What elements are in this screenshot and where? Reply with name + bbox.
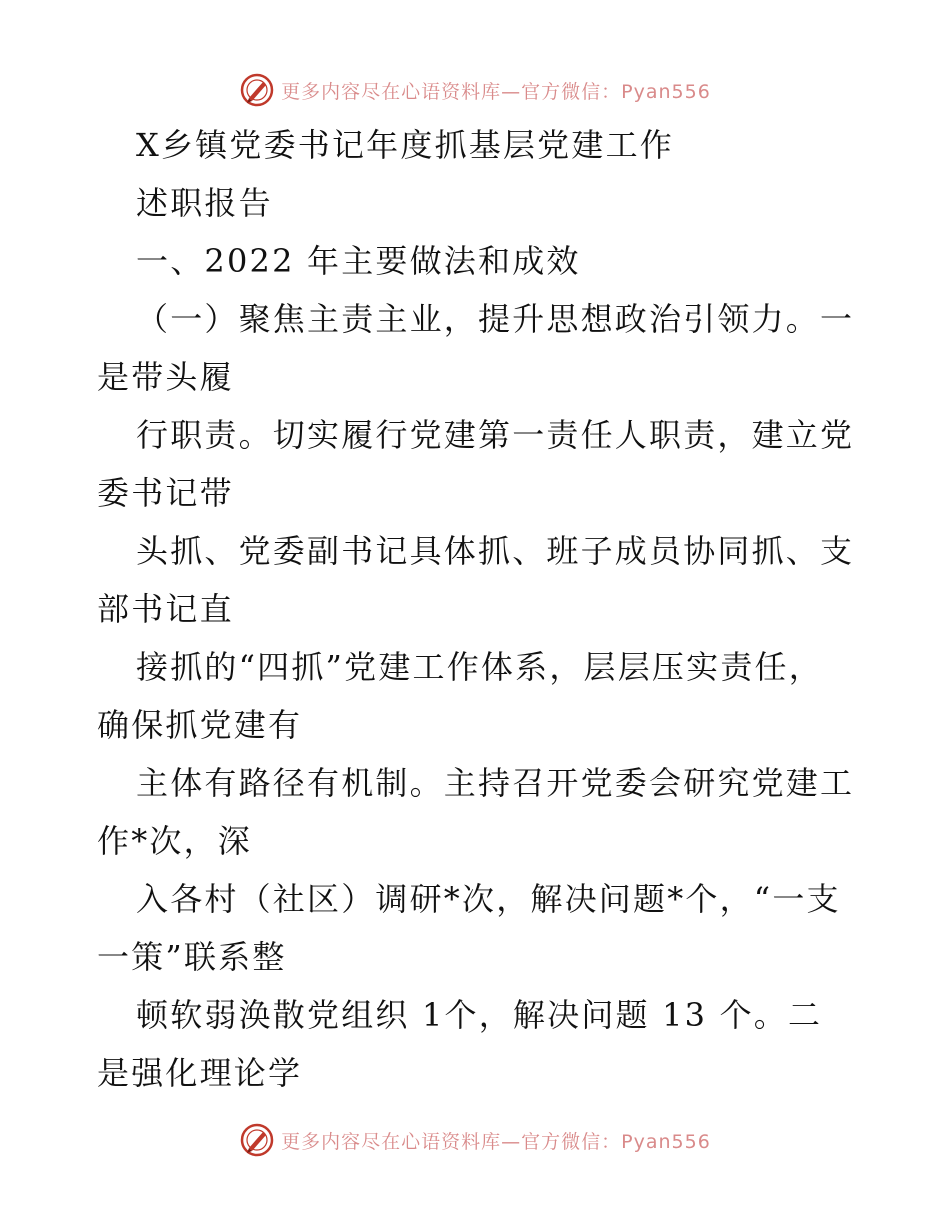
section-heading: 一、2022 年主要做法和成效 <box>136 242 581 280</box>
pen-logo-icon <box>239 1122 275 1158</box>
paragraph-line: 是强化理论学 <box>97 1054 303 1092</box>
paragraph-line: 接抓的“四抓”党建工作体系，层层压实责任， <box>136 648 823 686</box>
paragraph-line: 一策”联系整 <box>97 938 287 976</box>
document-title-line-2: 述职报告 <box>136 184 273 222</box>
watermark-header <box>0 70 950 110</box>
paragraph-line: （一）聚焦主责主业，提升思想政治引领力。一 <box>136 300 855 338</box>
paragraph-line: 部书记直 <box>97 590 234 628</box>
paragraph-line: 确保抓党建有 <box>97 706 303 744</box>
paragraph-line: 入各村（社区）调研*次，解决问题*个，“一支 <box>136 880 841 918</box>
paragraph-line: 行职责。切实履行党建第一责任人职责，建立党 <box>136 416 855 454</box>
paragraph-line: 头抓、党委副书记具体抓、班子成员协同抓、支 <box>136 532 855 570</box>
paragraph-line: 顿软弱涣散党组织 1个，解决问题 13 个。二 <box>136 996 823 1034</box>
paragraph-line: 委书记带 <box>97 474 234 512</box>
pen-logo-icon <box>239 72 275 108</box>
paragraph-line: 主体有路径有机制。主持召开党委会研究党建工 <box>136 764 855 802</box>
watermark-text: 更多内容尽在心语资料库—官方微信：Pyan556 <box>281 80 711 103</box>
watermark-text: 更多内容尽在心语资料库—官方微信：Pyan556 <box>281 1130 711 1153</box>
paragraph-line: 作*次，深 <box>97 822 253 860</box>
document-title-line-1: X乡镇党委书记年度抓基层党建工作 <box>136 126 674 164</box>
watermark-footer <box>0 1120 950 1160</box>
paragraph-line: 是带头履 <box>97 358 234 396</box>
